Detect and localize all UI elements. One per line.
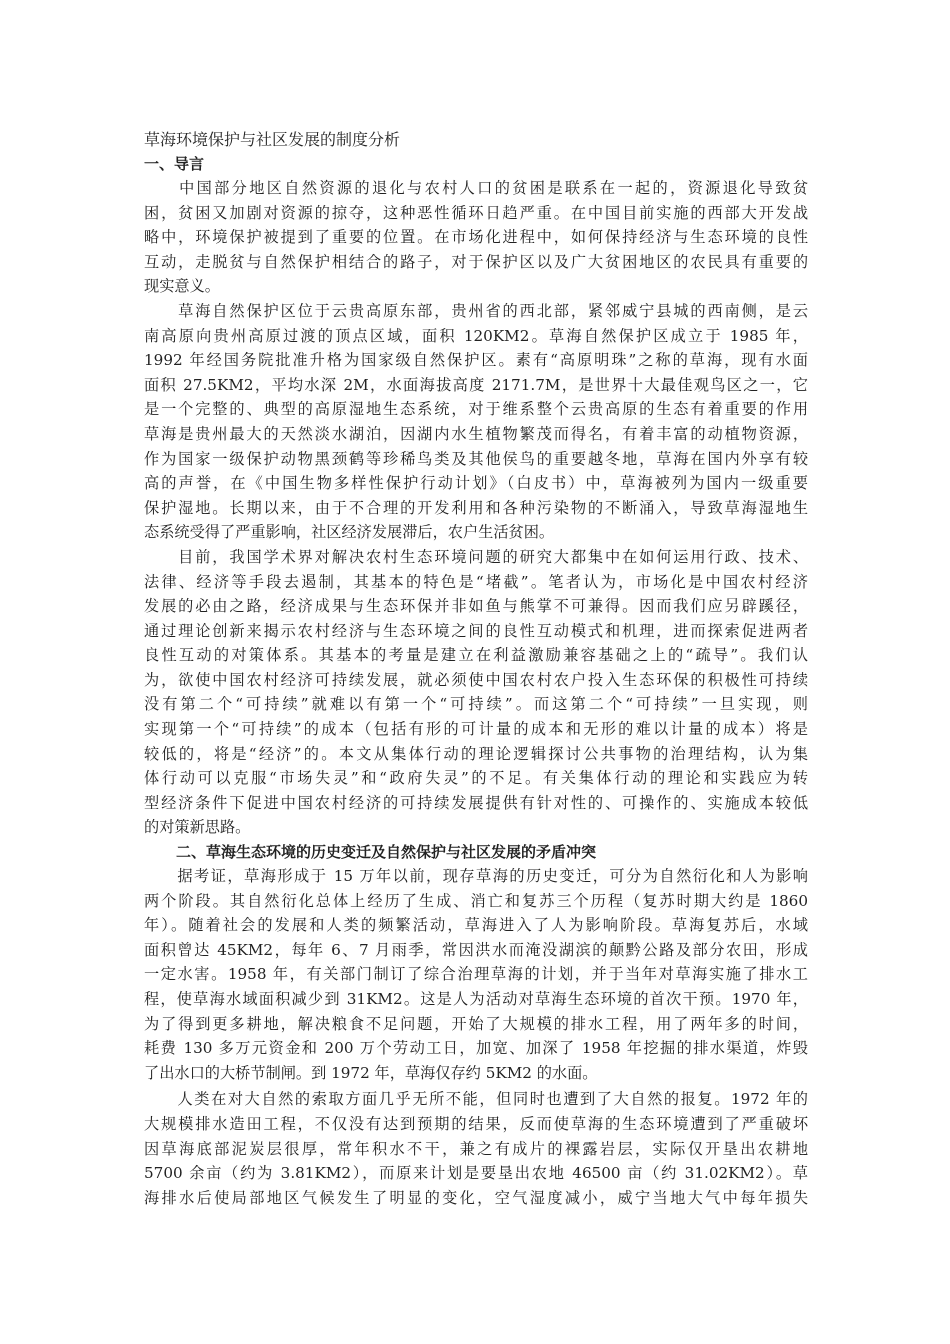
text-line: 海排水后使局部地区气候发生了明显的变化，空气湿度减小，威宁当地大气中每年损失 <box>144 1188 808 1207</box>
text-line: 面积 27.5KM2，平均水深 2M，水面海拔高度 2171.7M，是世界十大最佳观鸟区之一，它 <box>144 375 808 394</box>
text-line: 互动，走脱贫与自然保护相结合的路子，对于保护区以及广大贫困地区的农民具有重要的 <box>144 252 808 271</box>
text-line: 保护湿地。长期以来，由于不合理的开发利用和各种污染物的不断涌入，导致草海湿地生 <box>144 498 808 517</box>
text-line: 困，贫困又加剧对资源的掠夺，这种恶性循环日趋严重。在中国目前实施的西部大开发战 <box>144 203 808 222</box>
text-line: 通过理论创新来揭示农村经济与生态环境之间的良性互动模式和机理，进而探索促进两者 <box>144 621 808 640</box>
text-line: 高的声誉，在《中国生物多样性保护行动计划》（白皮书）中，草海被列为国内一级重要 <box>144 474 808 493</box>
text-line: 实现第一个“可持续”的成本（包括有形的可计量的成本和无形的难以计量的成本）将是 <box>144 720 808 739</box>
text-line: 态系统受得了严重影响，社区经济发展滞后，农户生活贫困。 <box>144 523 555 542</box>
text-line: 5700 余亩（约为 3.81KM2），而原来计划是要垦出农地 46500 亩（约 31.02KM2）。草 <box>144 1164 808 1183</box>
document-body <box>144 128 808 1210</box>
text-line: 的对策新思路。 <box>144 818 251 837</box>
text-line: 为，欲使中国农村经济可持续发展，就必须使中国农村农户投入生态环保的积极性可持续 <box>144 670 808 689</box>
text-line: 年）。随着社会的发展和人类的频繁活动，草海进入了人为影响阶段。草海复苏后，水域 <box>144 916 808 935</box>
text-line: 程，使草海水域面积减少到 31KM2。这是人为活动对草海生态环境的首次干预。1970 年， <box>144 990 808 1008</box>
section-heading-intro: 一、导言 <box>144 155 205 173</box>
text-line: 中国部分地区自然资源的退化与农村人口的贫困是联系在一起的，资源退化导致贫 <box>144 179 808 197</box>
text-line: 人类在对大自然的索取方面几乎无所不能，但同时也遭到了大自然的报复。1972 年的 <box>144 1090 808 1109</box>
text-line: 发展的必由之路，经济成果与生态环保并非如鱼与熊掌不可兼得。因而我们应另辟蹊径， <box>144 597 808 616</box>
text-line: 两个阶段。其自然衍化总体上经历了生成、消亡和复苏三个历程（复苏时期大约是 1860 <box>144 891 808 910</box>
text-line: 略中，环境保护被提到了重要的位置。在市场化进程中，如何保持经济与生态环境的良性 <box>144 228 808 247</box>
paragraph-3 <box>144 545 808 840</box>
text-line: 了出水口的大桥节制闸。到 1972 年，草海仅存约 5KM2 的水面。 <box>144 1063 598 1082</box>
text-line: 现实意义。 <box>144 277 220 296</box>
text-line: 因草海底部泥炭层很厚，常年积水不干，兼之有成片的裸露岩层，实际仅开垦出农耕地 <box>144 1139 808 1158</box>
document-title: 草海环境保护与社区发展的制度分析 <box>144 130 401 149</box>
text-line: 良性互动的对策体系。其基本的考量是建立在利益激励兼容基础之上的“疏导”。我们认 <box>144 646 808 665</box>
text-line: 一定水害。1958 年，有关部门制订了综合治理草海的计划，并于当年对草海实施了排水工 <box>144 965 808 984</box>
paragraph-1 <box>144 176 808 299</box>
text-line: 面积曾达 45KM2，每年 6、7 月雨季，常因洪水而淹没湖滨的颠黔公路及部分农田，形成 <box>144 940 808 959</box>
section-heading-history: 二、草海生态环境的历史变迁及自然保护与社区发展的矛盾冲突 <box>176 843 597 862</box>
text-line: 大规模排水造田工程，不仅没有达到预期的结果，反而使草海的生态环境遭到了严重破坏 <box>144 1114 808 1133</box>
text-line: 草海是贵州最大的天然淡水湖泊，因湖内水生植物繁茂而得名，有着丰富的动植物资源， <box>144 424 808 443</box>
text-line: 体行动可以克服“市场失灵”和“政府失灵”的不足。有关集体行动的理论和实践应为转 <box>144 769 808 788</box>
text-line: 没有第二个“可持续”就难以有第一个“可持续”。而这第二个“可持续”一旦实现，则 <box>144 695 808 714</box>
paragraph-2 <box>144 299 808 545</box>
text-line: 目前，我国学术界对解决农村生态环境问题的研究大都集中在如何运用行政、技术、 <box>144 547 808 566</box>
text-line: 较低的，将是“经济”的。本文从集体行动的理论逻辑探讨公共事物的治理结构，认为集 <box>144 744 808 763</box>
text-line: 耗费 130 多万元资金和 200 万个劳动工日，加宽、加深了 1958 年挖掘的排水渠道，炸毁 <box>144 1039 808 1058</box>
text-line: 是一个完整的、典型的高原湿地生态系统，对于维系整个云贵高原的生态有着重要的作用 <box>144 400 808 419</box>
text-line: 型经济条件下促进中国农村经济的可持续发展提供有针对性的、可操作的、实施成本较低 <box>144 793 808 812</box>
text-line: 作为国家一级保护动物黑颈鹤等珍稀鸟类及其他侯鸟的重要越冬地，草海在国内外享有较 <box>144 449 808 468</box>
text-line: 草海自然保护区位于云贵高原东部，贵州省的西北部，紧邻威宁县城的西南侧，是云 <box>144 301 808 320</box>
text-line: 1992 年经国务院批准升格为国家级自然保护区。素有“高原明珠”之称的草海，现有水面 <box>144 351 808 370</box>
text-line: 为了得到更多耕地，解决粮食不足问题，开始了大规模的排水工程，用了两年多的时间， <box>144 1014 808 1033</box>
paragraph-5 <box>144 1087 808 1210</box>
text-line: 法律、经济等手段去遏制，其基本的特色是“堵截”。笔者认为，市场化是中国农村经济 <box>144 572 808 591</box>
text-line: 南高原向贵州高原过渡的顶点区域，面积 120KM2。草海自然保护区成立于 1985 年， <box>144 326 808 345</box>
text-line: 据考证，草海形成于 15 万年以前，现存草海的历史变迁，可分为自然衍化和人为影响 <box>144 867 808 886</box>
paragraph-4 <box>144 864 808 1085</box>
